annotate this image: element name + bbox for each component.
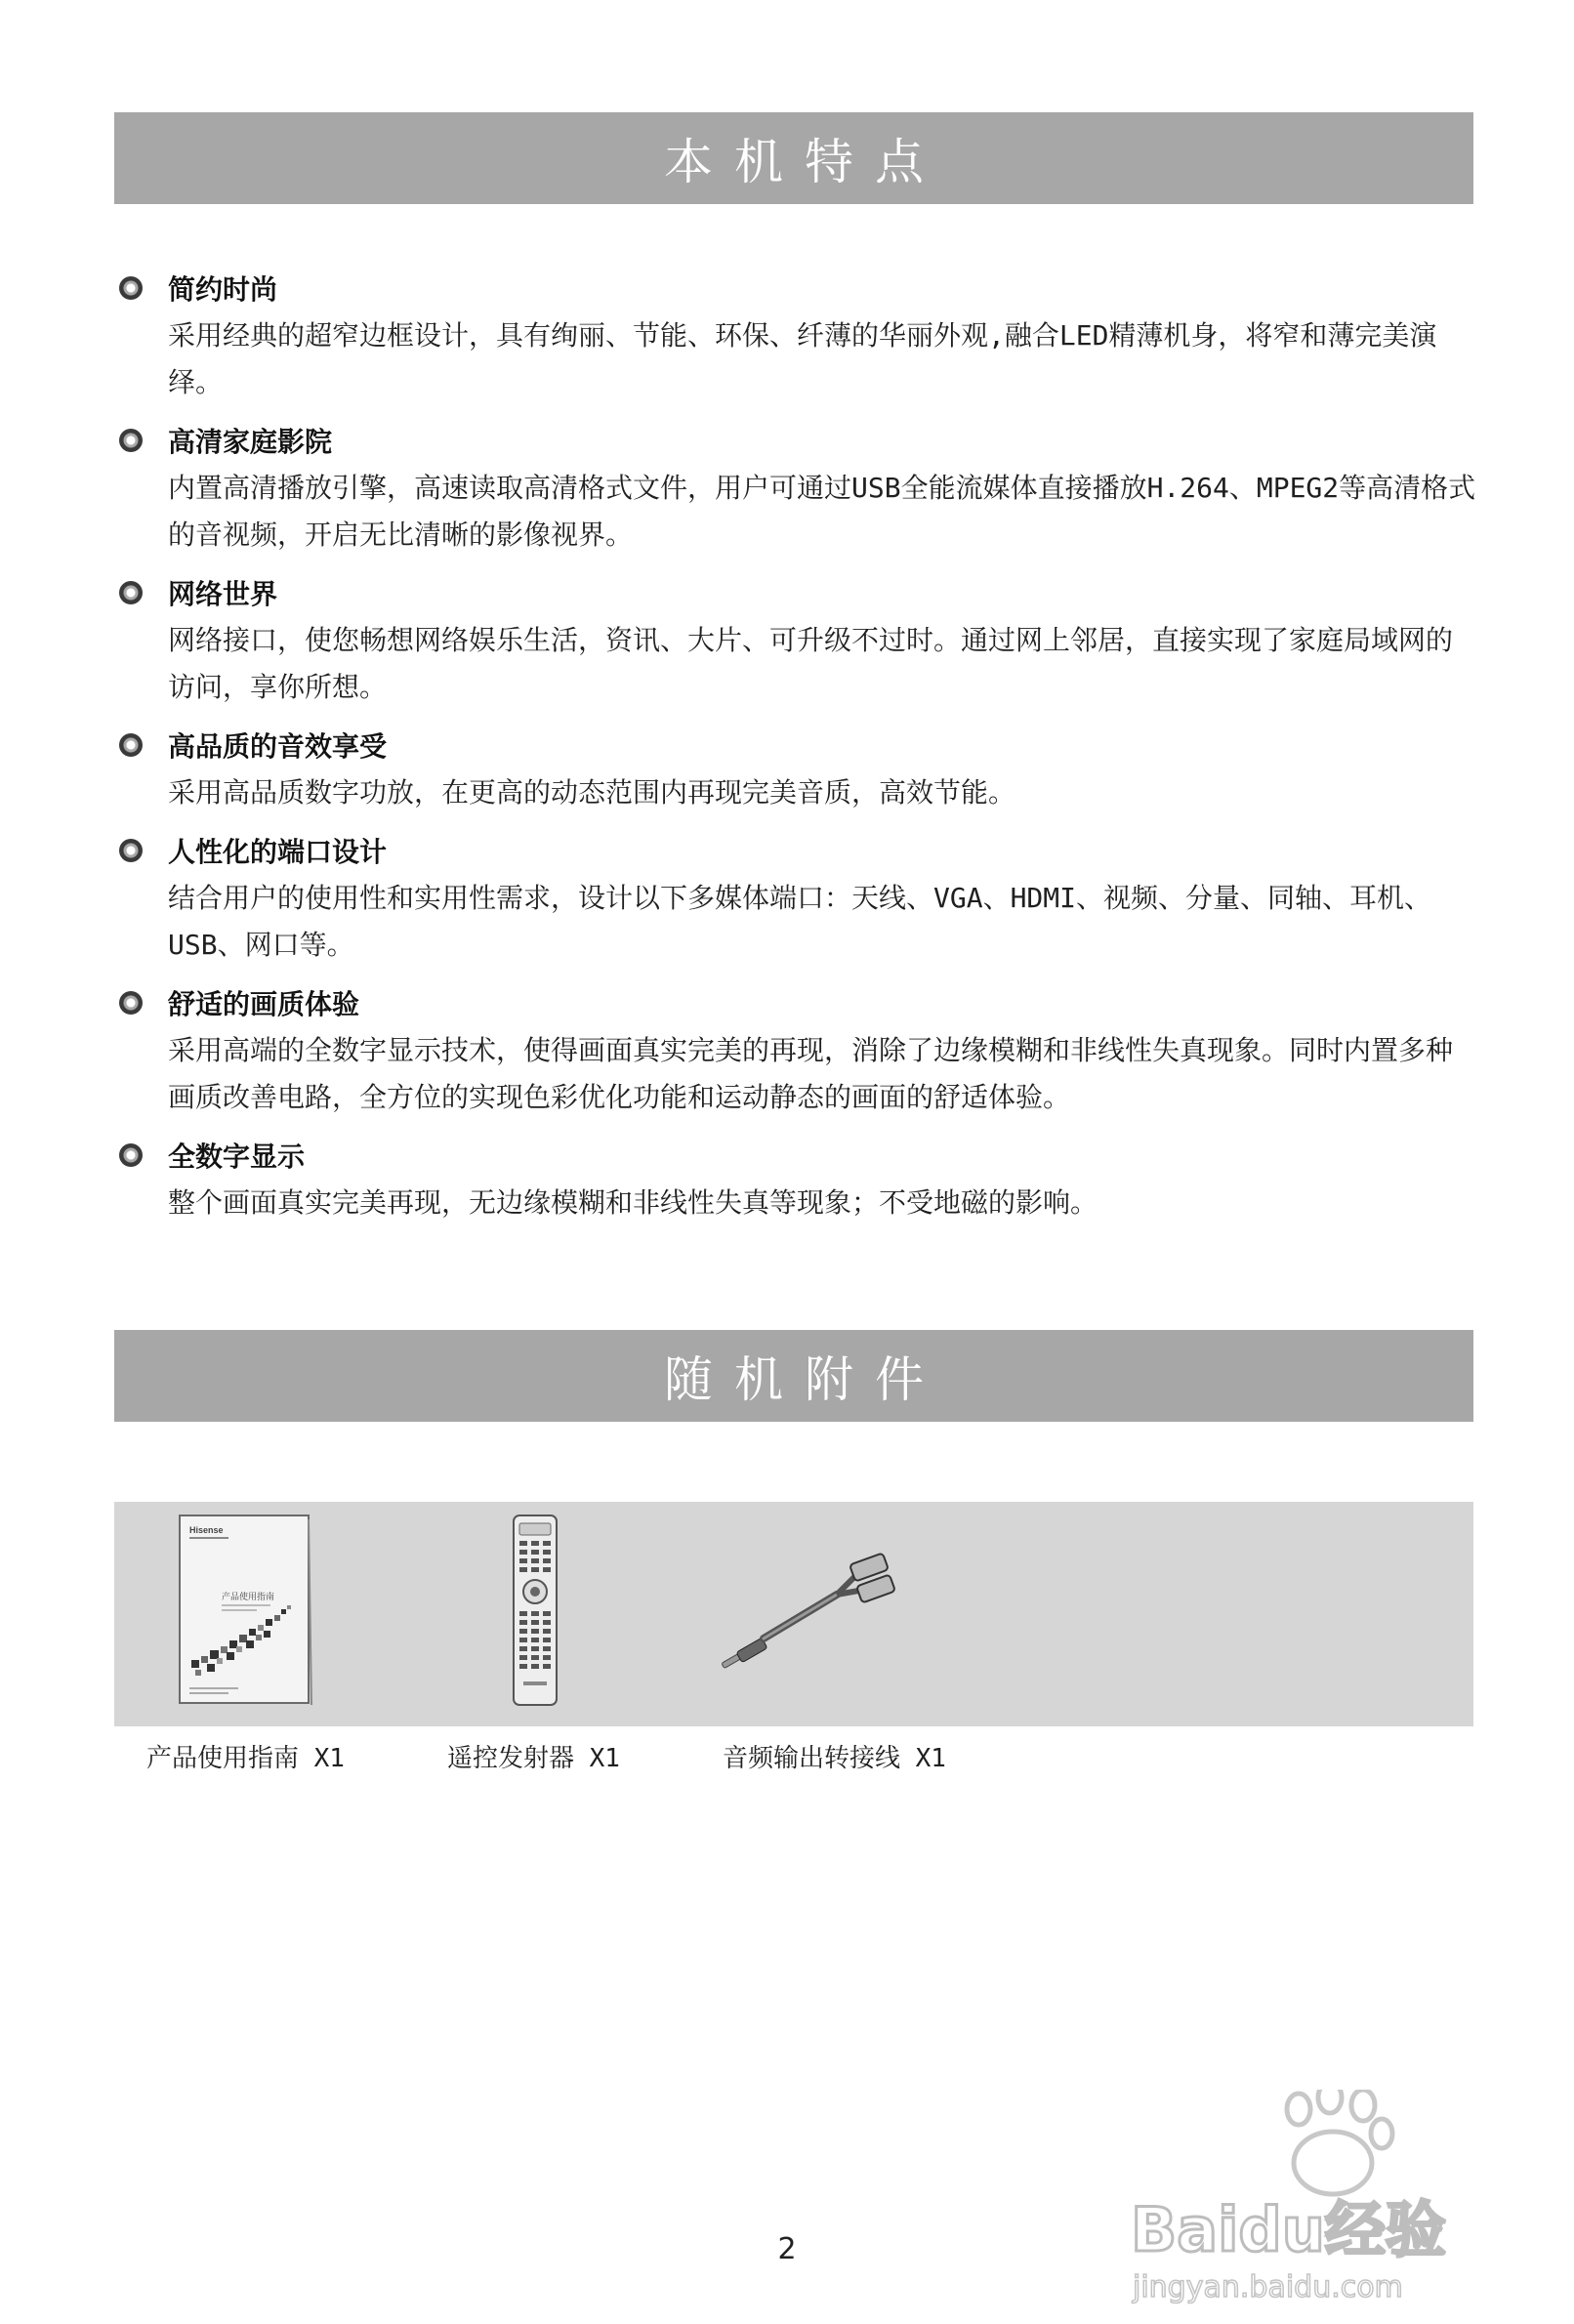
manual-brand: Hisense	[189, 1525, 224, 1535]
feature-desc: 结合用户的使用性和实用性需求，设计以下多媒体端口：天线、VGA、HDMI、视频、分量、同轴、耳机、USB、网口等。	[168, 882, 1432, 961]
audio-cable-icon	[720, 1551, 895, 1678]
feature-desc: 内置高清播放引擎，高速读取高清格式文件，用户可通过USB全能流媒体直接播放H.264、MPEG2等高清格式的音视频，开启无比清晰的影像视界。	[168, 472, 1476, 551]
accessory-label-manual: 产品使用指南 X1	[146, 1744, 345, 1773]
feature-list	[119, 264, 1476, 1236]
feature-desc: 网络接口，使您畅想网络娱乐生活，资讯、大片、可升级不过时。通过网上邻居，直接实现了家庭局域网的访问，享你所想。	[168, 624, 1454, 703]
bullet-icon	[119, 1143, 143, 1167]
accessory-label-cable: 音频输出转接线 X1	[723, 1744, 946, 1773]
accessory-label-remote: 遥控发射器 X1	[447, 1744, 620, 1773]
bullet-icon	[119, 581, 143, 604]
bullet-icon	[119, 839, 143, 862]
watermark-url: jingyan.baidu.com	[1133, 2270, 1403, 2304]
feature-item	[119, 264, 1476, 406]
bullet-icon	[119, 733, 143, 757]
feature-item	[119, 721, 1476, 816]
accessories-banner	[114, 1330, 1473, 1422]
feature-item	[119, 416, 1476, 559]
baidu-watermark	[1123, 2090, 1513, 2314]
bullet-icon	[119, 276, 143, 300]
watermark-text: Baidu经验	[1131, 2194, 1446, 2265]
accessory-strip	[114, 1502, 1473, 1726]
feature-desc: 采用高端的全数字显示技术，使得画面真实完美的再现，消除了边缘模糊和非线性失真现象。同时内置多种画质改善电路，全方位的实现色彩优化功能和运动静态的画面的舒适体验。	[168, 1034, 1454, 1113]
feature-item	[119, 978, 1476, 1121]
manual-icon	[178, 1514, 314, 1709]
manual-cover-title: 产品使用指南	[222, 1593, 275, 1602]
page-number: 2	[777, 2232, 797, 2266]
feature-item	[119, 1131, 1476, 1226]
accessory-captions	[0, 1738, 1574, 1777]
bullet-icon	[119, 991, 143, 1015]
remote-control-icon	[512, 1514, 560, 1709]
feature-item	[119, 568, 1476, 711]
accessories-title: 随机附件	[664, 1351, 945, 1408]
feature-title: 舒适的画质体验	[168, 988, 360, 1020]
feature-title: 高品质的音效享受	[168, 730, 388, 763]
feature-title: 人性化的端口设计	[168, 836, 388, 868]
feature-desc: 采用经典的超窄边框设计，具有绚丽、节能、环保、纤薄的华丽外观,融合LED精薄机身，将窄和薄完美演绎。	[168, 319, 1437, 398]
feature-title: 网络世界	[168, 578, 278, 610]
features-banner	[114, 112, 1473, 204]
feature-title: 全数字显示	[168, 1141, 306, 1173]
features-title: 本机特点	[664, 134, 945, 190]
feature-desc: 采用高品质数字功放，在更高的动态范围内再现完美音质，高效节能。	[168, 776, 1016, 809]
feature-desc: 整个画面真实完美再现，无边缘模糊和非线性失真等现象；不受地磁的影响。	[168, 1186, 1098, 1219]
feature-item	[119, 826, 1476, 969]
feature-title: 高清家庭影院	[168, 426, 333, 458]
feature-title: 简约时尚	[168, 273, 278, 306]
bullet-icon	[119, 429, 143, 452]
